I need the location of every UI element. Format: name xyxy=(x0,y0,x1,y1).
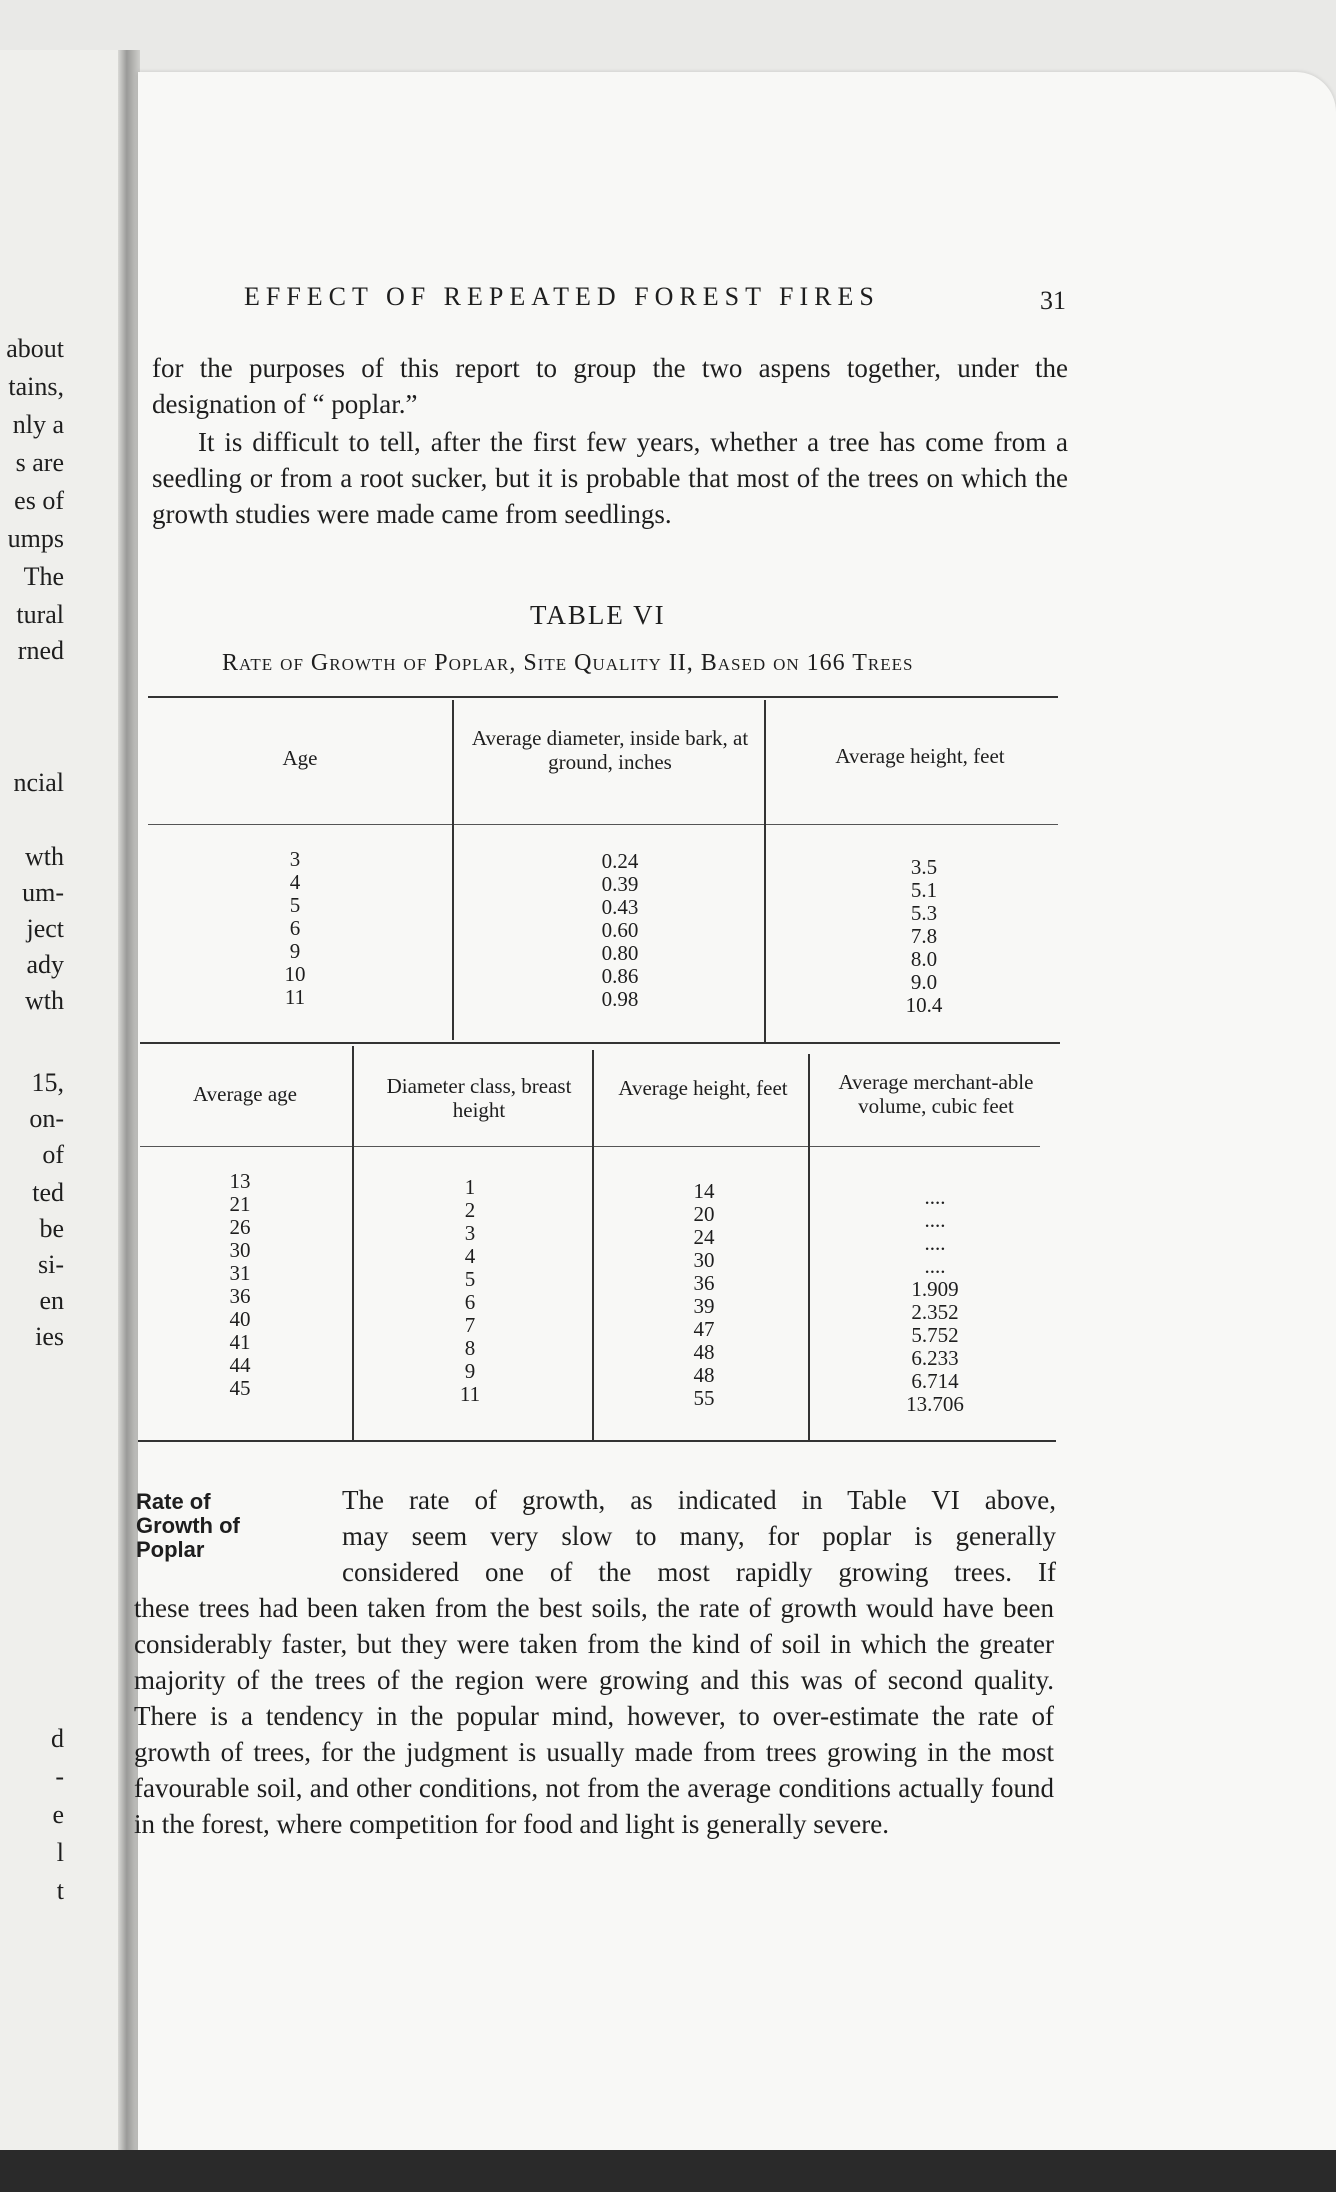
table2-volume-cell: 5.752 xyxy=(911,1323,959,1347)
table1-divider-2 xyxy=(764,700,766,1044)
table2-height-cell: 39 xyxy=(693,1294,715,1318)
running-head: EFFECT OF REPEATED FOREST FIRES xyxy=(244,282,880,311)
table2-diameter-class-cell: 9 xyxy=(464,1359,476,1383)
table2-height-cell: 36 xyxy=(693,1271,715,1295)
left-page-line: - xyxy=(55,1762,64,1791)
table2-divider-1 xyxy=(352,1046,354,1440)
table1-age-cell: 3 xyxy=(289,847,301,871)
table2-age-cell: 21 xyxy=(229,1192,251,1216)
left-page-line: ject xyxy=(26,914,64,943)
table1-age-cell: 11 xyxy=(284,985,306,1009)
left-page-line: en xyxy=(39,1286,64,1315)
left-page-line: rned xyxy=(17,636,64,665)
paragraph-2: It is difficult to tell, after the first few years, whether a tree has come from a seedling or from a root sucker, but it is probable that most of the trees on which the growth studies were made came from seedlings. xyxy=(152,427,1068,529)
table2-header-age: Average age xyxy=(193,1082,297,1106)
sidenote-line: Growth of xyxy=(136,1513,240,1538)
table2-age-cell: 30 xyxy=(229,1238,251,1262)
table1-age-cell: 6 xyxy=(289,916,301,940)
table2-volume-cell: .... xyxy=(924,1254,946,1278)
table1-diameter-cell: 0.39 xyxy=(601,872,639,896)
table2-height-cell: 30 xyxy=(693,1248,715,1272)
table2-volume-cell: .... xyxy=(924,1208,946,1232)
table2-age-column xyxy=(200,1170,280,1400)
table-top-rule xyxy=(148,696,1058,698)
table1-age-cell: 4 xyxy=(289,870,301,894)
left-page-line: ncial xyxy=(13,768,64,797)
table1-height-cell: 7.8 xyxy=(910,924,938,948)
table2-diameter-class-cell: 3 xyxy=(464,1221,476,1245)
table2-age-cell: 36 xyxy=(229,1284,251,1308)
table2-height-cell: 47 xyxy=(693,1317,715,1341)
table2-height-cell: 55 xyxy=(693,1386,715,1410)
table2-age-cell: 26 xyxy=(229,1215,251,1239)
table2-divider-2 xyxy=(592,1050,594,1440)
table1-age-column xyxy=(250,848,340,1009)
table2-header-volume: Average merchant-able volume, cubic feet xyxy=(838,1070,1034,1118)
sidenote-line: Poplar xyxy=(136,1537,205,1562)
bottom-shadow xyxy=(0,2150,1336,2192)
table1-height-cell: 3.5 xyxy=(910,855,938,879)
left-page-line: of xyxy=(42,1140,64,1169)
left-page-line: um- xyxy=(22,878,64,907)
table2-diameter-class-cell: 1 xyxy=(464,1175,476,1199)
table-subtitle: Rate of Growth of Poplar, Site Quality II, Based on 166 Trees xyxy=(222,650,914,676)
table2-diameter-class-cell: 6 xyxy=(464,1290,476,1314)
paragraph-1: for the purposes of this report to group the two aspens together, under the designation of “ poplar.” xyxy=(152,353,1068,419)
table-title: TABLE VI xyxy=(530,600,666,630)
table2-height-cell: 48 xyxy=(693,1340,715,1364)
table1-header-rule xyxy=(148,824,1058,825)
table2-diameter-class-cell: 5 xyxy=(464,1267,476,1291)
left-page-line: on- xyxy=(29,1104,64,1133)
left-page-line: The xyxy=(23,562,64,591)
table2-diameter-class-cell: 11 xyxy=(459,1382,481,1406)
left-page-line: wth xyxy=(25,842,64,871)
left-page-line: tains, xyxy=(8,372,64,401)
table2-height-cell: 48 xyxy=(693,1363,715,1387)
table2-volume-cell: 1.909 xyxy=(911,1277,959,1301)
left-page-line: e xyxy=(52,1800,64,1829)
table2-height-column xyxy=(664,1180,744,1410)
table1-header-diameter: Average diameter, inside bark, at ground, inches xyxy=(471,726,749,774)
table2-volume-cell: 2.352 xyxy=(911,1300,959,1324)
table1-diameter-column xyxy=(570,850,670,1011)
left-page-line: t xyxy=(56,1876,64,1905)
left-page-line: es of xyxy=(14,486,64,515)
table1-height-column xyxy=(874,856,974,1017)
table1-age-cell: 10 xyxy=(284,962,306,986)
table1-height-cell: 9.0 xyxy=(910,970,938,994)
table1-bottom-rule xyxy=(140,1042,1060,1044)
table2-age-cell: 40 xyxy=(229,1307,251,1331)
left-page-line: si- xyxy=(38,1250,64,1279)
table1-diameter-cell: 0.80 xyxy=(601,941,639,965)
table2-diameter-class-column xyxy=(430,1176,510,1406)
table1-diameter-cell: 0.24 xyxy=(601,849,639,873)
left-page-line: nly a xyxy=(12,410,64,439)
table2-header-rule xyxy=(140,1146,1040,1147)
table2-age-cell: 44 xyxy=(229,1353,251,1377)
left-page-line: about xyxy=(6,334,64,363)
table2-diameter-class-cell: 2 xyxy=(464,1198,476,1222)
table1-diameter-cell: 0.43 xyxy=(601,895,639,919)
sidenote-line: Rate of xyxy=(136,1489,211,1514)
table1-diameter-cell: 0.60 xyxy=(601,918,639,942)
left-page-line: be xyxy=(39,1214,64,1243)
table2-volume-cell: .... xyxy=(924,1185,946,1209)
table1-height-cell: 8.0 xyxy=(910,947,938,971)
table2-height-cell: 24 xyxy=(693,1225,715,1249)
left-page-line: umps xyxy=(7,524,64,553)
table2-height-cell: 20 xyxy=(693,1202,715,1226)
table1-age-cell: 9 xyxy=(289,939,301,963)
left-page-line: ady xyxy=(26,950,64,979)
table1-age-cell: 5 xyxy=(289,893,301,917)
body-indented-line-2: may seem very slow to many, for poplar is generally xyxy=(342,1521,1056,1551)
left-page-line: wth xyxy=(25,986,64,1015)
table2-height-cell: 14 xyxy=(693,1179,715,1203)
table2-age-cell: 41 xyxy=(229,1330,251,1354)
table2-volume-cell: 6.714 xyxy=(911,1369,959,1393)
table2-volume-cell: 13.706 xyxy=(906,1392,964,1416)
table2-age-cell: 13 xyxy=(229,1169,251,1193)
left-page-line: l xyxy=(56,1838,64,1867)
table2-diameter-class-cell: 7 xyxy=(464,1313,476,1337)
table1-height-cell: 5.1 xyxy=(910,878,938,902)
body-paragraph: these trees had been taken from the best soils, the rate of growth would have been considerably faster, but they were taken from the kind of soil in which the greater majority of the trees of the region were growing and this was of second quality. There is a tendency in the popular mind, however, to over-estimate the rate of growth of trees, for the judgment is usually made from trees growing in the most favourable soil, and other conditions, not from the average conditions actually found in the forest, where competition for food and light is generally severe. xyxy=(134,1593,1054,1839)
left-page-line: tural xyxy=(16,600,64,629)
table1-diameter-cell: 0.86 xyxy=(601,964,639,988)
table2-header-height: Average height, feet xyxy=(618,1076,788,1100)
left-page-line: s are xyxy=(15,448,64,477)
page-number: 31 xyxy=(1040,286,1066,315)
table1-height-cell: 10.4 xyxy=(905,993,943,1017)
table2-volume-cell: .... xyxy=(924,1231,946,1255)
table1-header-height: Average height, feet xyxy=(835,744,1005,768)
sidenote xyxy=(136,1490,240,1562)
body-indented-line-3: considered one of the most rapidly growing trees. If xyxy=(342,1557,1056,1587)
left-page-line: ies xyxy=(35,1322,64,1351)
table2-volume-column xyxy=(880,1186,990,1416)
left-page-text xyxy=(0,0,64,2192)
table1-diameter-cell: 0.98 xyxy=(601,987,639,1011)
left-page-line: 15, xyxy=(31,1068,64,1097)
table1-header-age: Age xyxy=(282,746,318,770)
table2-bottom-rule xyxy=(138,1440,1056,1442)
body-indented-line-1: The rate of growth, as indicated in Table VI above, xyxy=(342,1485,1056,1515)
left-page-line: ted xyxy=(32,1178,64,1207)
table2-volume-cell: 6.233 xyxy=(911,1346,959,1370)
table2-header-diameter-class: Diameter class, breast height xyxy=(386,1074,572,1122)
left-page-line: d xyxy=(51,1724,64,1753)
table2-divider-3 xyxy=(808,1054,810,1440)
table1-divider-1 xyxy=(452,700,454,1040)
table2-age-cell: 45 xyxy=(229,1376,251,1400)
table2-diameter-class-cell: 4 xyxy=(464,1244,476,1268)
table2-diameter-class-cell: 8 xyxy=(464,1336,476,1360)
table1-height-cell: 5.3 xyxy=(910,901,938,925)
table2-age-cell: 31 xyxy=(229,1261,251,1285)
